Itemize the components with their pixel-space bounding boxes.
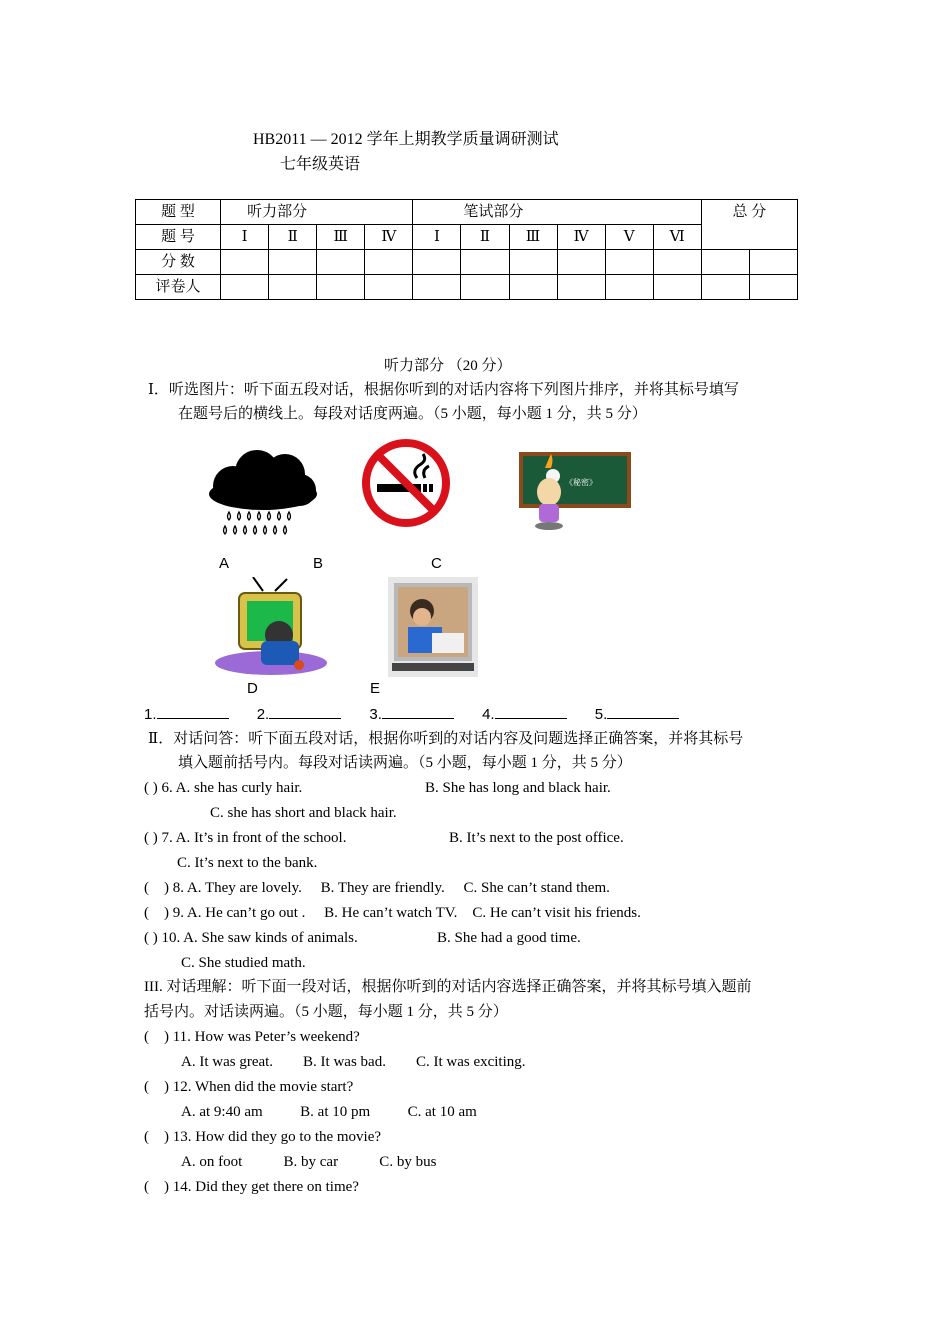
grader-cell[interactable] (317, 275, 365, 300)
table-cell: 题 号 (136, 225, 221, 250)
table-row (136, 250, 798, 275)
part2-instruction: Ⅱ．对话问答：听下面五段对话，根据你听到的对话内容及问题选择正确答案，并将其标号 (148, 731, 744, 747)
answer-blank[interactable] (269, 704, 341, 719)
table-cell: Ⅱ (461, 225, 509, 250)
part1-instruction: Ⅰ．听选图片：听下面五段对话，根据你听到的对话内容将下列图片排序，并将其标号填写 (148, 382, 739, 398)
question-6-option-c: C. she has short and black hair. (210, 805, 397, 821)
drawing-photo-icon (388, 577, 478, 677)
grader-cell[interactable] (413, 275, 461, 300)
answer-blanks (144, 704, 703, 723)
grader-cell[interactable] (701, 275, 749, 300)
score-cell[interactable] (413, 250, 461, 275)
table-cell: Ⅲ (317, 225, 365, 250)
question-7-option-b: B. It’s next to the post office. (449, 830, 624, 846)
question-11-options: A. It was great. B. It was bad. C. It was exciting. (181, 1054, 526, 1070)
grader-cell[interactable] (269, 275, 317, 300)
no-smoking-icon (357, 438, 455, 528)
question-13: ( ) 13. How did they go to the movie? (144, 1129, 382, 1145)
rain-cloud-icon (205, 448, 320, 540)
grader-cell[interactable] (749, 275, 797, 300)
blank-number: 3. (369, 706, 382, 723)
table-cell: 分 数 (136, 250, 221, 275)
score-cell[interactable] (701, 250, 749, 275)
chalkboard-teacher-icon (515, 450, 635, 532)
score-cell[interactable] (653, 250, 701, 275)
table-cell: Ⅵ (653, 225, 701, 250)
question-10-option-c: C. She studied math. (181, 955, 306, 971)
blank-number: 4. (482, 706, 495, 723)
score-cell[interactable] (365, 250, 413, 275)
grader-cell[interactable] (557, 275, 605, 300)
image-label-c: C (431, 555, 442, 572)
table-row (136, 200, 798, 225)
table-cell: Ⅳ (365, 225, 413, 250)
question-12-options: A. at 9:40 am B. at 10 pm C. at 10 am (181, 1104, 477, 1120)
part1-instruction-cont: 在题号后的横线上。每段对话度两遍。（5 小题，每小题 1 分，共 5 分） (178, 406, 647, 422)
image-label-a: A (219, 555, 230, 572)
grader-cell[interactable] (365, 275, 413, 300)
question-13-options: A. on foot B. by car C. by bus (181, 1154, 437, 1170)
table-cell: Ⅳ (557, 225, 605, 250)
table-row (136, 225, 798, 250)
grader-cell[interactable] (221, 275, 269, 300)
part3-instruction: III. 对话理解：听下面一段对话，根据你听到的对话内容选择正确答案，并将其标号填入题前 (144, 979, 752, 995)
answer-blank[interactable] (382, 704, 454, 719)
table-cell: 听力部分 (221, 200, 413, 225)
table-cell: Ⅱ (269, 225, 317, 250)
score-cell[interactable] (221, 250, 269, 275)
image-label-b: B (313, 555, 324, 572)
blank-number: 1. (144, 706, 157, 723)
question-10-option-b: B. She had a good time. (437, 930, 581, 946)
question-11: ( ) 11. How was Peter’s weekend? (144, 1029, 360, 1045)
question-7-option-c: C. It’s next to the bank. (177, 855, 318, 871)
question-7: ( ) 7. A. It’s in front of the school. (144, 830, 347, 846)
score-cell[interactable] (557, 250, 605, 275)
blank-number: 2. (256, 706, 270, 723)
part2-instruction-cont: 填入题前括号内。每段对话读两遍。（5 小题，每小题 1 分，共 5 分） (178, 755, 632, 771)
table-cell: 评卷人 (136, 275, 221, 300)
score-cell[interactable] (509, 250, 557, 275)
answer-blank[interactable] (157, 704, 229, 719)
section-title: 听力部分 （20 分） (384, 358, 512, 374)
table-cell: Ⅰ (221, 225, 269, 250)
table-cell: 题 型 (136, 200, 221, 225)
table-cell: 笔试部分 (413, 200, 701, 225)
watching-tv-icon (213, 577, 331, 679)
grader-cell[interactable] (605, 275, 653, 300)
grader-cell[interactable] (653, 275, 701, 300)
answer-blank[interactable] (495, 704, 567, 719)
grader-cell[interactable] (461, 275, 509, 300)
image-label-d: D (247, 680, 258, 697)
table-cell: Ⅲ (509, 225, 557, 250)
score-cell[interactable] (461, 250, 509, 275)
score-cell[interactable] (605, 250, 653, 275)
chalkboard-text: 《秘密》 (565, 478, 597, 487)
question-8: ( ) 8. A. They are lovely. B. They are friendly. C. She can’t stand them. (144, 880, 610, 896)
image-label-e: E (370, 680, 381, 697)
table-cell-total: 总 分 (701, 200, 797, 250)
score-cell[interactable] (317, 250, 365, 275)
question-9: ( ) 9. A. He can’t go out . B. He can’t watch TV. C. He can’t visit his friends. (144, 905, 641, 921)
question-12: ( ) 12. When did the movie start? (144, 1079, 354, 1095)
answer-blank[interactable] (607, 704, 679, 719)
table-cell: Ⅰ (413, 225, 461, 250)
score-cell[interactable] (749, 250, 797, 275)
blank-number: 5. (594, 706, 608, 723)
question-6: ( ) 6. A. she has curly hair. (144, 780, 303, 796)
score-cell[interactable] (269, 250, 317, 275)
table-cell: Ⅴ (605, 225, 653, 250)
score-table (135, 199, 798, 300)
exam-subtitle: 七年级英语 (280, 156, 361, 173)
part3-instruction-cont: 括号内。对话读两遍。（5 小题，每小题 1 分，共 5 分） (144, 1004, 508, 1020)
question-6-option-b: B. She has long and black hair. (425, 780, 611, 796)
table-row (136, 275, 798, 300)
question-14: ( ) 14. Did they get there on time? (144, 1179, 359, 1195)
grader-cell[interactable] (509, 275, 557, 300)
question-10: ( ) 10. A. She saw kinds of animals. (144, 930, 358, 946)
exam-title: HB2011 — 2012 学年上期教学质量调研测试 (253, 131, 559, 148)
